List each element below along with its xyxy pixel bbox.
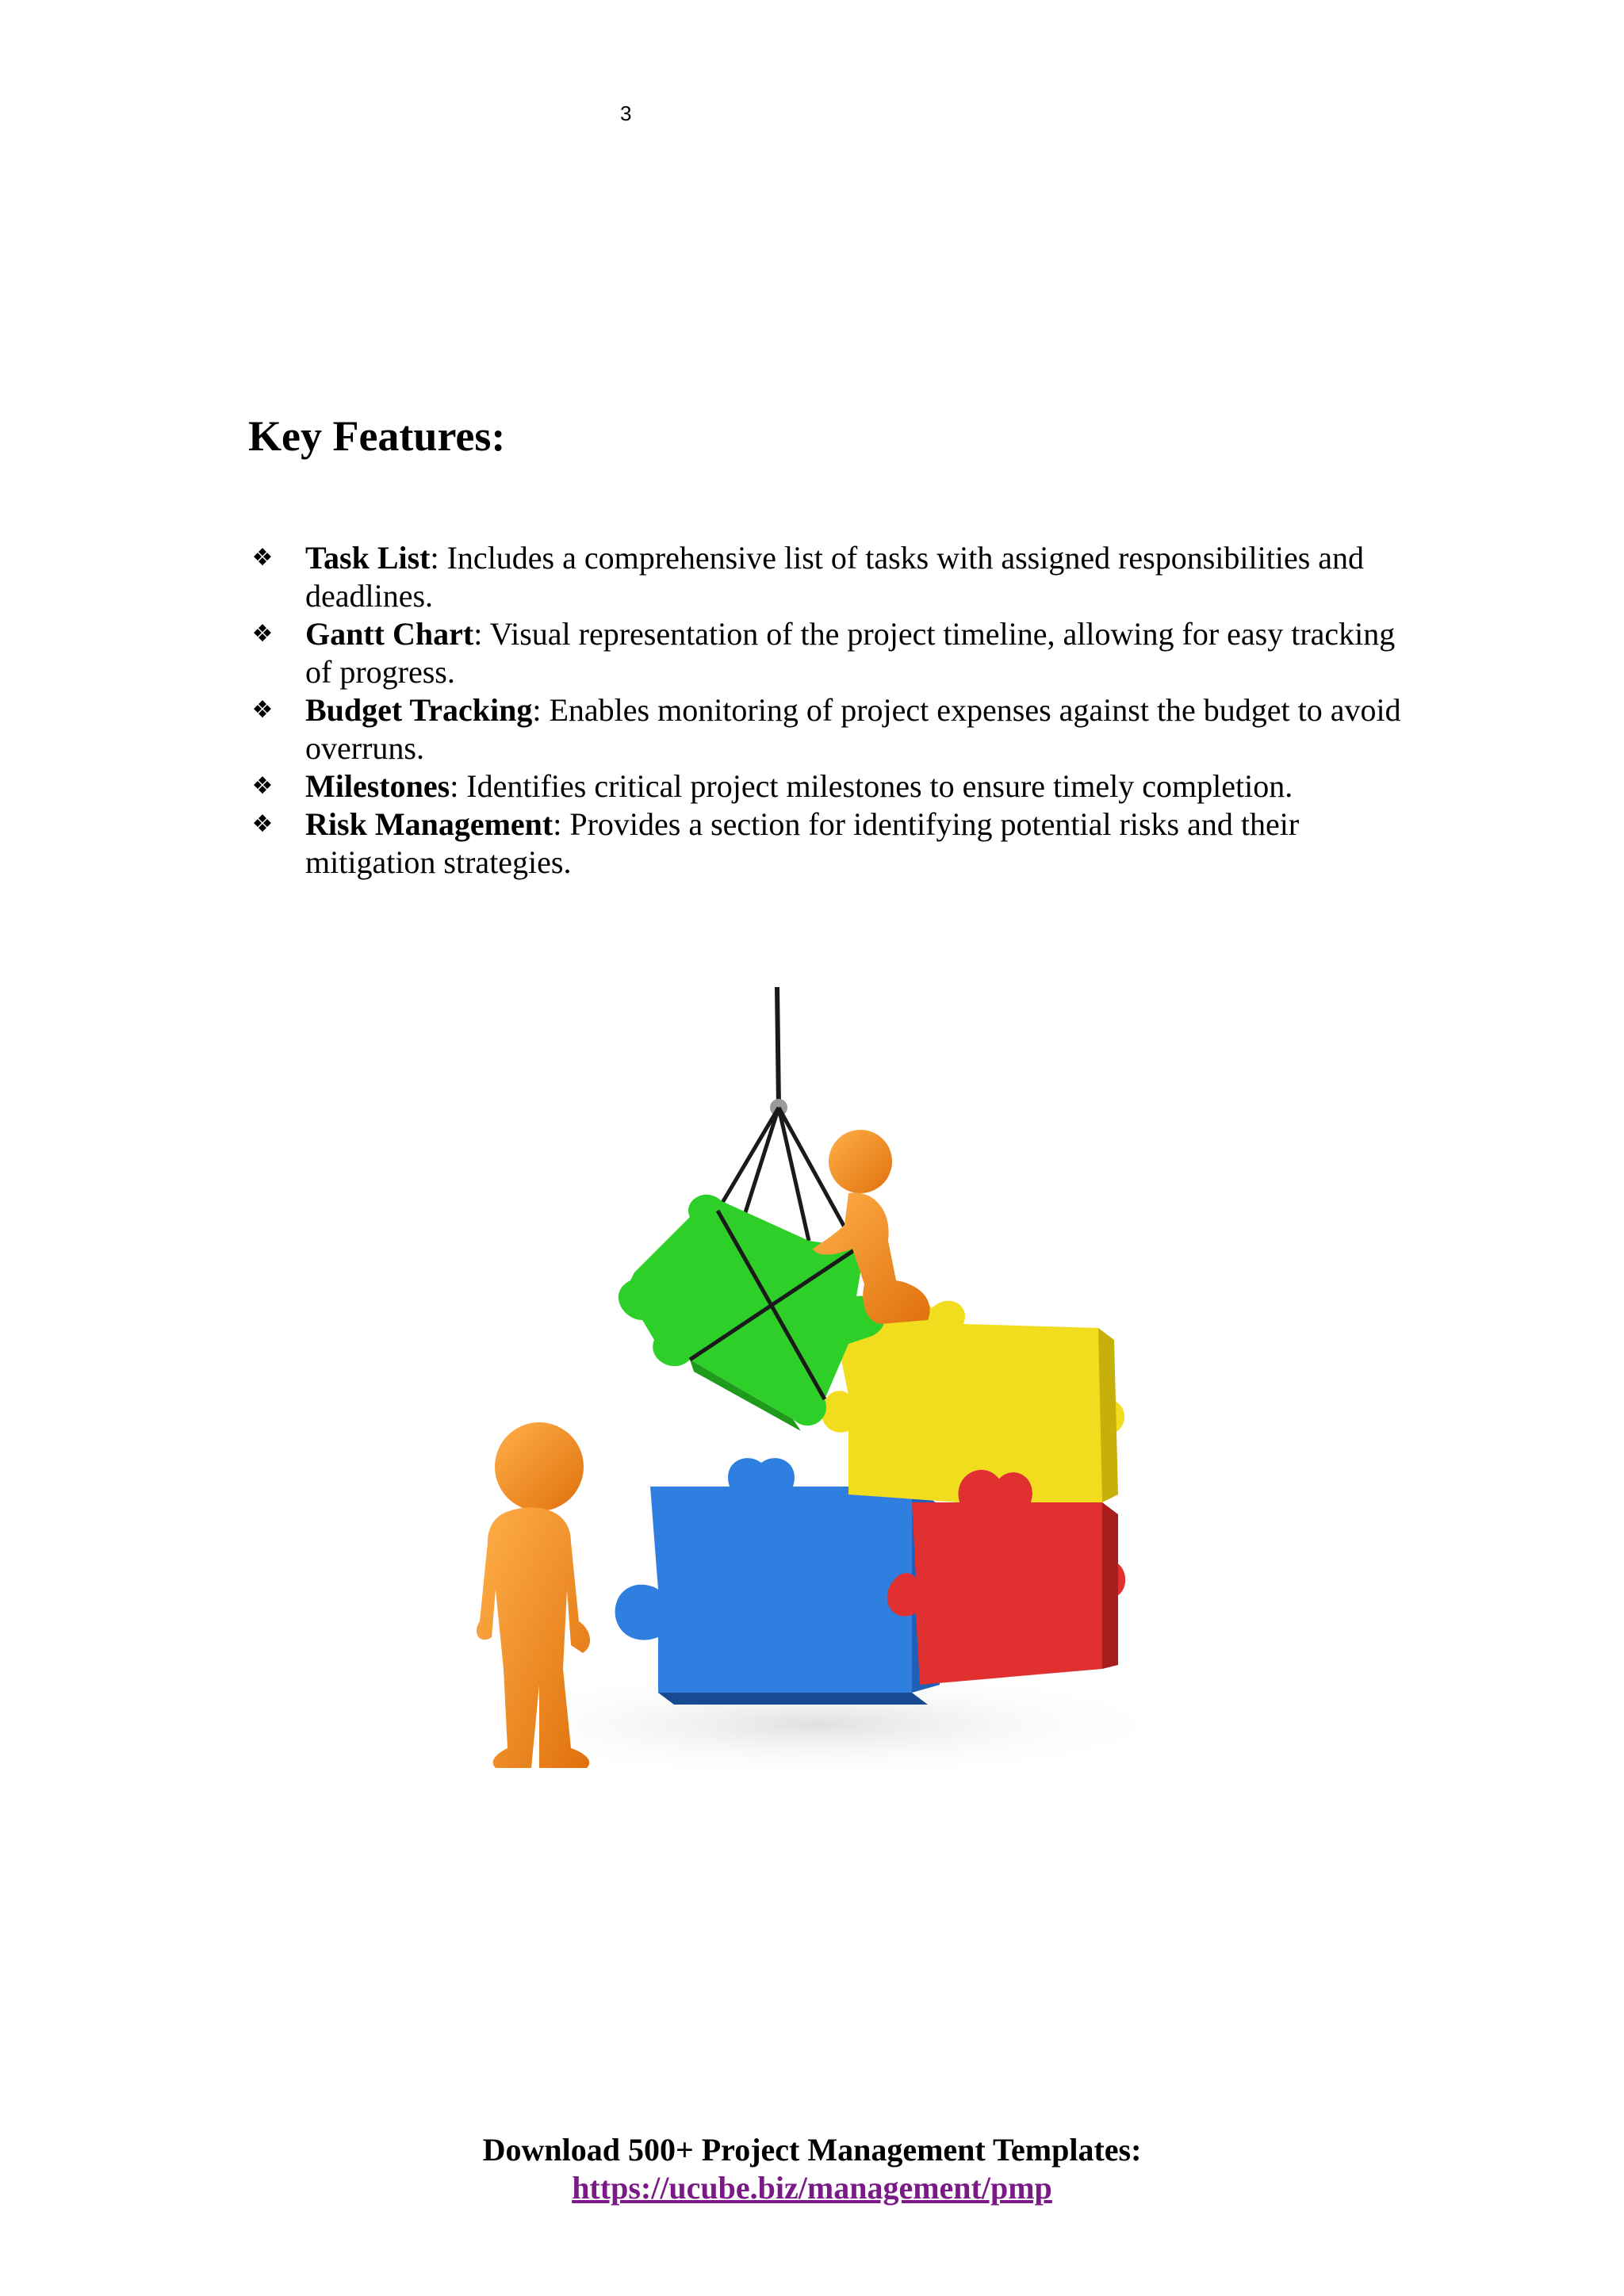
- feature-description: : Includes a comprehensive list of tasks with assigned responsibilities and deadlines.: [305, 540, 1365, 614]
- feature-item-milestones: [248, 767, 1406, 806]
- feature-item-task-list: [248, 539, 1406, 615]
- feature-item-risk-management: [248, 806, 1406, 882]
- footer-download-title: Download 500+ Project Management Templates:: [482, 2132, 1142, 2168]
- puzzle-teamwork-illustration: [452, 987, 1182, 1788]
- feature-item-budget-tracking: [248, 691, 1406, 767]
- feature-item-gantt-chart: [248, 615, 1406, 691]
- feature-description: : Provides a section for identifying potential risks and their mitigation strategies.: [305, 806, 1300, 880]
- four-diamond-bullet-icon: ❖: [251, 810, 274, 838]
- page-number: 3: [620, 101, 632, 125]
- cable-strap: [779, 1108, 809, 1241]
- feature-name: Milestones: [305, 768, 450, 804]
- footer-download-link[interactable]: https://ucube.biz/management/pmp: [572, 2170, 1052, 2206]
- feature-description: : Visual representation of the project timeline, allowing for easy tracking of progress.: [305, 616, 1396, 690]
- four-diamond-bullet-icon: ❖: [251, 544, 274, 572]
- cable-strap: [741, 1108, 779, 1225]
- feature-list: [248, 539, 1406, 882]
- four-diamond-bullet-icon: ❖: [251, 696, 274, 724]
- cable-strap: [718, 1108, 779, 1211]
- four-diamond-bullet-icon: ❖: [251, 772, 274, 800]
- feature-name: Gantt Chart: [305, 616, 474, 652]
- four-diamond-bullet-icon: ❖: [251, 620, 274, 648]
- feature-description: : Enables monitoring of project expenses against the budget to avoid overruns.: [305, 692, 1401, 766]
- crane-cable: [777, 987, 779, 1106]
- feature-name: Budget Tracking: [305, 692, 533, 728]
- feature-description: : Identifies critical project milestones to ensure timely completion.: [450, 768, 1293, 804]
- feature-name: Task List: [305, 540, 431, 576]
- feature-name: Risk Management: [305, 806, 553, 842]
- page-heading: Key Features:: [248, 412, 506, 460]
